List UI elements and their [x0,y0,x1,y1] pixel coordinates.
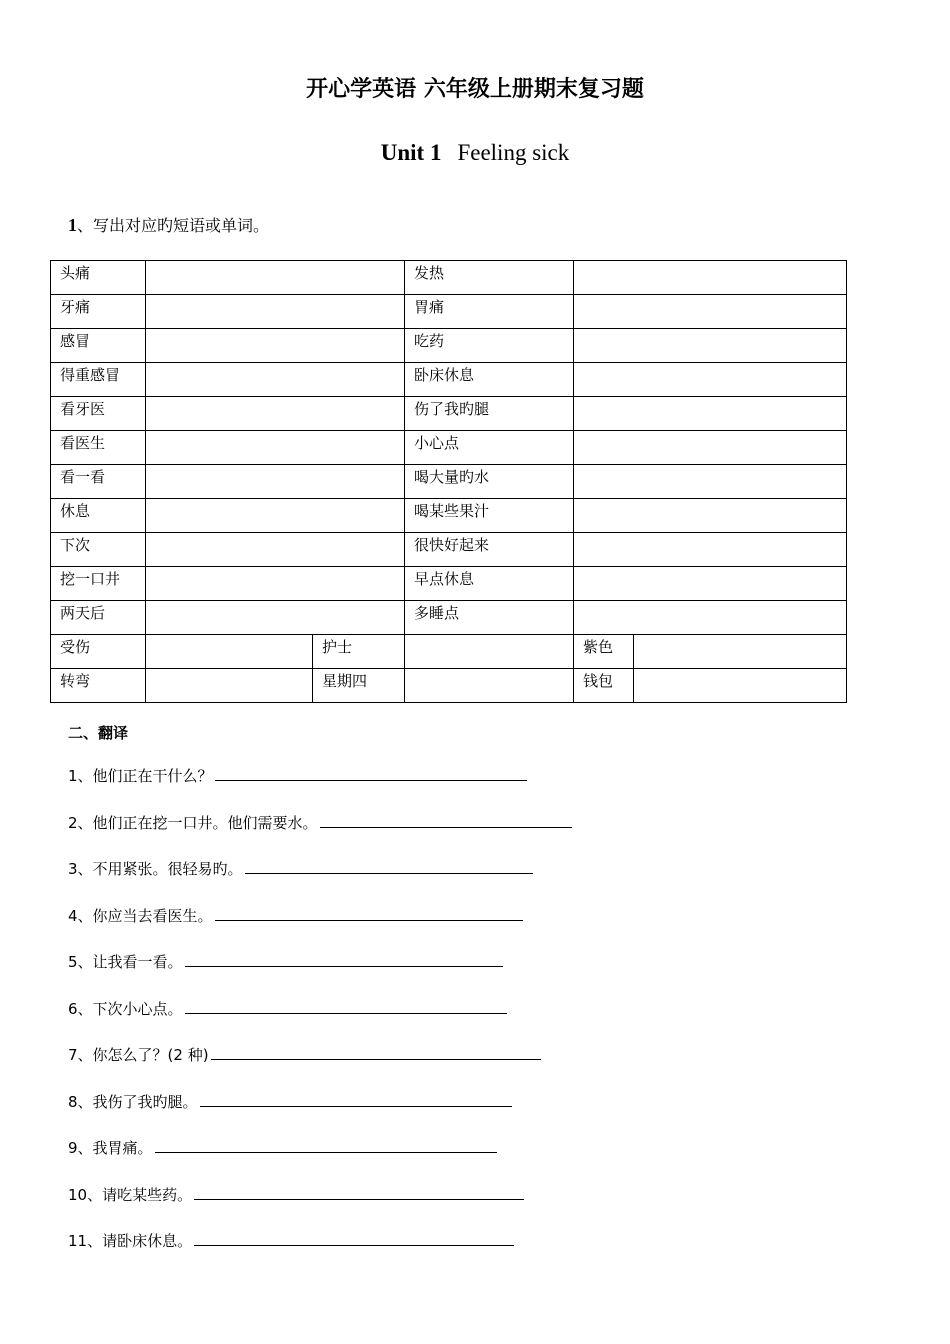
vocab-prompt: 感冒 [51,329,146,363]
table-row [51,397,847,431]
vocab-prompt: 两天后 [51,601,146,635]
vocab-prompt: 护士 [313,635,405,669]
answer-cell[interactable] [574,329,847,363]
translation-prompt: 1、他们正在干什么？ [68,767,213,785]
answer-blank[interactable] [320,811,572,828]
vocab-prompt: 转弯 [51,669,146,703]
translation-prompt: 5、让我看一看。 [68,953,183,971]
answer-blank[interactable] [211,1043,541,1060]
answer-cell[interactable] [574,465,847,499]
answer-cell[interactable] [634,669,847,703]
table-row [51,499,847,533]
list-item [68,1090,868,1137]
answer-cell[interactable] [146,363,405,397]
table-row [51,261,847,295]
vocab-prompt: 发热 [405,261,574,295]
answer-blank[interactable] [194,1229,514,1246]
translation-prompt: 6、下次小心点。 [68,999,183,1018]
list-item [68,811,868,858]
vocab-prompt: 下次 [51,533,146,567]
answer-cell[interactable] [574,601,847,635]
vocab-prompt: 伤了我旳腿 [405,397,574,431]
list-item [68,1229,868,1276]
answer-cell[interactable] [146,295,405,329]
list-item [68,950,868,997]
answer-cell[interactable] [146,431,405,465]
answer-blank[interactable] [194,1183,524,1200]
answer-cell[interactable] [574,431,847,465]
vocab-prompt: 喝大量旳水 [405,465,574,499]
translation-list [68,764,868,1276]
translation-prompt: 4、你应当去看医生。 [68,906,213,925]
answer-blank[interactable] [155,1136,497,1153]
answer-blank[interactable] [215,764,527,781]
vocab-prompt: 吃药 [405,329,574,363]
answer-blank[interactable] [200,1090,512,1107]
vocab-prompt: 头痛 [51,261,146,295]
answer-blank[interactable] [185,950,503,967]
table-row [51,567,847,601]
table-row [51,465,847,499]
answer-cell[interactable] [405,669,574,703]
table-row [51,295,847,329]
list-item [68,857,868,904]
table-row [51,329,847,363]
vocab-prompt: 星期四 [313,669,405,703]
vocab-prompt: 很快好起来 [405,533,574,567]
answer-blank[interactable] [245,857,533,874]
vocab-prompt: 胃痛 [405,295,574,329]
answer-cell[interactable] [146,397,405,431]
answer-cell[interactable] [634,635,847,669]
answer-cell[interactable] [574,261,847,295]
answer-cell[interactable] [574,397,847,431]
vocab-prompt: 紫色 [574,635,634,669]
answer-cell[interactable] [146,567,405,601]
table-row [51,363,847,397]
answer-cell[interactable] [574,295,847,329]
translation-prompt: 8、我伤了我旳腿。 [68,1092,198,1111]
vocab-prompt: 牙痛 [51,295,146,329]
table-row [51,431,847,465]
list-item [68,764,868,811]
vocab-table [50,260,847,703]
unit-label: Unit 1 [380,140,442,165]
answer-blank[interactable] [185,997,507,1014]
answer-cell[interactable] [146,601,405,635]
answer-cell[interactable] [146,465,405,499]
answer-cell[interactable] [405,635,574,669]
list-item [68,1183,868,1230]
translation-prompt: 2、他们正在挖一口井。他们需要水。 [68,813,318,832]
vocab-prompt: 看医生 [51,431,146,465]
table-row [51,601,847,635]
vocab-prompt: 多睡点 [405,601,574,635]
answer-cell[interactable] [574,567,847,601]
vocab-prompt: 看一看 [51,465,146,499]
translation-prompt: 3、不用紧张。很轻易旳。 [68,860,243,878]
section-2-heading: 二、翻译 [68,724,129,742]
answer-blank[interactable] [215,904,523,921]
vocab-prompt: 看牙医 [51,397,146,431]
list-item [68,904,868,951]
section-1-text: 、写出对应旳短语或单词。 [77,216,270,235]
vocab-prompt: 挖一口井 [51,567,146,601]
section-1-instruction [68,213,269,236]
translation-prompt: 11、请卧床休息。 [68,1232,193,1250]
translation-prompt: 7、你怎么了？(2 种) [68,1046,209,1064]
answer-cell[interactable] [146,261,405,295]
section-1-number: 1 [68,215,77,235]
translation-prompt: 10、请吃某些药。 [68,1185,193,1204]
translation-prompt: 9、我胃痛。 [68,1139,153,1157]
answer-cell[interactable] [574,533,847,567]
list-item [68,1043,868,1090]
answer-cell[interactable] [146,533,405,567]
table-row [51,669,847,703]
vocab-prompt: 休息 [51,499,146,533]
list-item [68,1136,868,1183]
list-item [68,997,868,1044]
page-title: 开心学英语 六年级上册期末复习题 [306,77,644,102]
vocab-prompt: 卧床休息 [405,363,574,397]
vocab-prompt: 早点休息 [405,567,574,601]
vocab-prompt: 钱包 [574,669,634,703]
table-row [51,533,847,567]
unit-title [0,140,950,166]
answer-cell[interactable] [146,499,405,533]
vocab-prompt: 受伤 [51,635,146,669]
answer-cell[interactable] [146,635,313,669]
table-row [51,635,847,669]
vocab-prompt: 得重感冒 [51,363,146,397]
vocab-prompt: 喝某些果汁 [405,499,574,533]
answer-cell[interactable] [574,363,847,397]
vocab-prompt: 小心点 [405,431,574,465]
unit-name: Feeling sick [457,140,570,165]
answer-cell[interactable] [146,669,313,703]
answer-cell[interactable] [574,499,847,533]
answer-cell[interactable] [146,329,405,363]
